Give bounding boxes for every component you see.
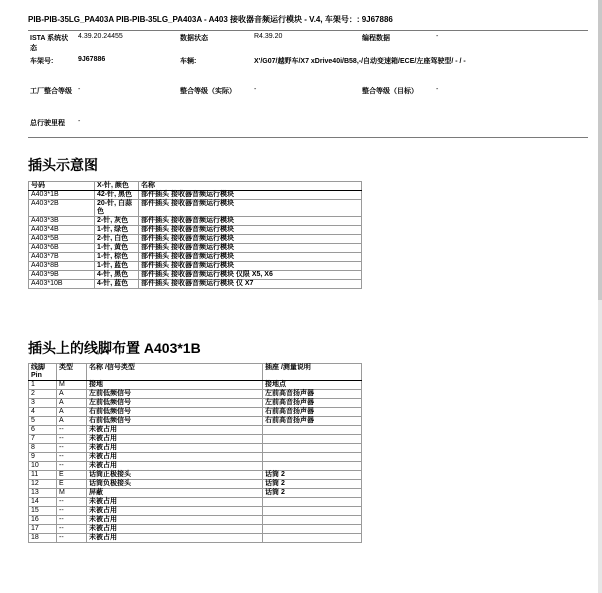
pin-type: -- [57,462,87,471]
connector-id: A403*2B [29,200,95,217]
info-key: 整合等级（实际） [180,88,236,95]
pin-signal: 右前低频信号 [87,408,263,417]
table-row [29,453,362,462]
pin-signal: 话筒正极接头 [87,471,263,480]
pin-signal: 未被占用 [87,534,263,543]
info-value: X'/G07/越野车/X7 xDrive40i/B58,-/自动变速箱/ECE/左座驾驶型/ - / - [254,58,466,65]
info-key: 工厂整合等级 [30,88,72,95]
pin-number: 13 [29,489,57,498]
connector-overview-heading: 插头示意图 [28,157,98,173]
pin-type: -- [57,444,87,453]
pin-type: A [57,417,87,426]
table-row [29,253,362,262]
connector-name: 部件插头 接收器音频运行模块 仅限 X5, X6 [139,271,362,280]
connector-pins: 42-针, 黑色 [95,191,139,200]
info-key: ISTA 系统状态 [30,35,69,52]
pin-number: 16 [29,516,57,525]
pin-type: -- [57,426,87,435]
info-value: - [436,33,439,40]
table-row [29,200,362,217]
column-header: 类型 [57,364,87,381]
info-row [28,29,588,53]
pin-type: A [57,408,87,417]
scrollbar-thumb[interactable] [598,0,602,300]
connector-pins: 4-针, 黑色 [95,271,139,280]
pin-type: -- [57,498,87,507]
pin-number: 18 [29,534,57,543]
connector-pins: 4-针, 蓝色 [95,280,139,289]
pin-number: 4 [29,408,57,417]
table-row [29,417,362,426]
info-row [28,113,588,131]
pin-type: -- [57,507,87,516]
table-row [29,408,362,417]
pin-socket [263,462,362,471]
vehicle-info-table [28,29,588,131]
vertical-scrollbar[interactable] [598,0,602,593]
pin-type: -- [57,516,87,525]
table-row [29,498,362,507]
table-row [29,534,362,543]
connector-id: A403*9B [29,271,95,280]
pin-signal: 未被占用 [87,498,263,507]
pin-socket [263,534,362,543]
table-row [29,480,362,489]
connector-id: A403*3B [29,217,95,226]
table-row [29,444,362,453]
pin-signal: 屏蔽 [87,489,263,498]
table-row [29,471,362,480]
pin-socket: 接地点 [263,381,362,390]
pin-socket [263,498,362,507]
table-row [29,235,362,244]
pin-type: -- [57,453,87,462]
pin-number: 17 [29,525,57,534]
pin-socket: 话筒 2 [263,489,362,498]
table-row [29,191,362,200]
pin-number: 7 [29,435,57,444]
pin-type: M [57,381,87,390]
pin-signal: 未被占用 [87,516,263,525]
pin-number: 10 [29,462,57,471]
table-row [29,462,362,471]
pin-number: 6 [29,426,57,435]
table-row [29,381,362,390]
pin-socket: 左前高音扬声器 [263,399,362,408]
connector-id: A403*10B [29,280,95,289]
pin-signal: 未被占用 [87,435,263,444]
connector-name: 部件插头 接收器音频运行模块 [139,262,362,271]
connector-id: A403*4B [29,226,95,235]
column-header: 号码 [29,182,95,191]
connector-pins: 2-针, 白色 [95,235,139,244]
pin-signal: 未被占用 [87,525,263,534]
connector-name: 部件插头 接收器音频运行模块 仅 X7 [139,280,362,289]
pin-socket [263,453,362,462]
pin-signal: 未被占用 [87,426,263,435]
connector-table [28,181,362,289]
table-row [29,262,362,271]
pin-type: E [57,480,87,489]
column-header: 名称 [139,182,362,191]
pin-signal: 话筒负极接头 [87,480,263,489]
info-key: 数据状态 [180,35,208,42]
connector-name: 部件插头 接收器音频运行模块 [139,217,362,226]
document-title: PIB-PIB-35LG_PA403A PIB-PIB-35LG_PA403A - A403 接收器音频运行模块 - V.4, 车架号：: 9J67886 [28,14,588,31]
pin-number: 3 [29,399,57,408]
pin-signal: 右前低频信号 [87,417,263,426]
info-key: 总行驶里程 [30,120,65,127]
pin-number: 2 [29,390,57,399]
connector-id: A403*5B [29,235,95,244]
info-value: - [78,118,81,125]
info-row [28,53,588,83]
info-value: R4.39.20 [254,33,283,40]
pin-socket [263,435,362,444]
pin-number: 15 [29,507,57,516]
connector-id: A403*8B [29,262,95,271]
pin-type: E [57,471,87,480]
connector-id: A403*6B [29,244,95,253]
connector-pins: 2-针, 灰色 [95,217,139,226]
table-row [29,217,362,226]
table-row [29,226,362,235]
pin-socket: 右前高音扬声器 [263,408,362,417]
connector-id: A403*1B [29,191,95,200]
connector-pins: 1-针, 绿色 [95,226,139,235]
pin-number: 1 [29,381,57,390]
connector-name: 部件插头 接收器音频运行模块 [139,200,362,217]
pin-signal: 未被占用 [87,453,263,462]
pin-signal: 未被占用 [87,507,263,516]
pin-type: -- [57,534,87,543]
pin-signal: 未被占用 [87,444,263,453]
connector-pins: 20-针, 白蒜色 [95,200,139,217]
column-header: X-针, 颜色 [95,182,139,191]
table-row [29,271,362,280]
table-row [29,399,362,408]
pin-number: 11 [29,471,57,480]
info-value: - [254,86,257,93]
column-header: 名称 /信号类型 [87,364,263,381]
pin-signal: 左前低频信号 [87,390,263,399]
divider [28,137,588,138]
pin-number: 8 [29,444,57,453]
column-header: 线脚 Pin [29,364,57,381]
table-row [29,507,362,516]
pin-socket [263,516,362,525]
connector-name: 部件插头 接收器音频运行模块 [139,244,362,253]
pin-number: 12 [29,480,57,489]
pin-signal: 左前低频信号 [87,399,263,408]
pin-number: 14 [29,498,57,507]
column-header: 插座 /测量说明 [263,364,362,381]
pin-socket: 话筒 2 [263,471,362,480]
pin-socket [263,525,362,534]
pin-socket: 话筒 2 [263,480,362,489]
pin-socket [263,444,362,453]
pin-number: 5 [29,417,57,426]
info-key: 车辆: [180,58,197,65]
connector-name: 部件插头 接收器音频运行模块 [139,226,362,235]
pin-socket [263,426,362,435]
connector-pins: 1-针, 棕色 [95,253,139,262]
pin-type: M [57,489,87,498]
table-row [29,435,362,444]
table-row [29,280,362,289]
table-row [29,516,362,525]
info-key: 整合等级（目标） [362,88,418,95]
pin-type: -- [57,525,87,534]
pin-signal: 未被占用 [87,462,263,471]
pin-type: A [57,390,87,399]
info-value: 4.39.20.24455 [78,33,123,40]
info-row [28,83,588,113]
table-row [29,244,362,253]
table-header-row [29,182,362,191]
table-row [29,489,362,498]
table-row [29,525,362,534]
connector-id: A403*7B [29,253,95,262]
info-key: 编程数据 [362,35,390,42]
connector-pins: 1-针, 蓝色 [95,262,139,271]
pin-socket [263,507,362,516]
pin-number: 9 [29,453,57,462]
pin-assignment-heading: 插头上的线脚布置 A403*1B [28,340,201,356]
connector-name: 部件插头 接收器音频运行模块 [139,253,362,262]
pin-assignment-table [28,363,362,543]
connector-name: 部件插头 接收器音频运行模块 [139,191,362,200]
table-row [29,426,362,435]
pin-signal: 接地 [87,381,263,390]
pin-socket: 左前高音扬声器 [263,390,362,399]
info-value: 9J67886 [78,56,106,63]
pin-socket: 右前高音扬声器 [263,417,362,426]
connector-pins: 1-针, 黄色 [95,244,139,253]
pin-type: -- [57,435,87,444]
info-value: - [436,86,439,93]
connector-name: 部件插头 接收器音频运行模块 [139,235,362,244]
pin-type: A [57,399,87,408]
table-header-row [29,364,362,381]
table-row [29,390,362,399]
info-value: - [78,86,81,93]
info-key: 车架号: [30,58,54,65]
